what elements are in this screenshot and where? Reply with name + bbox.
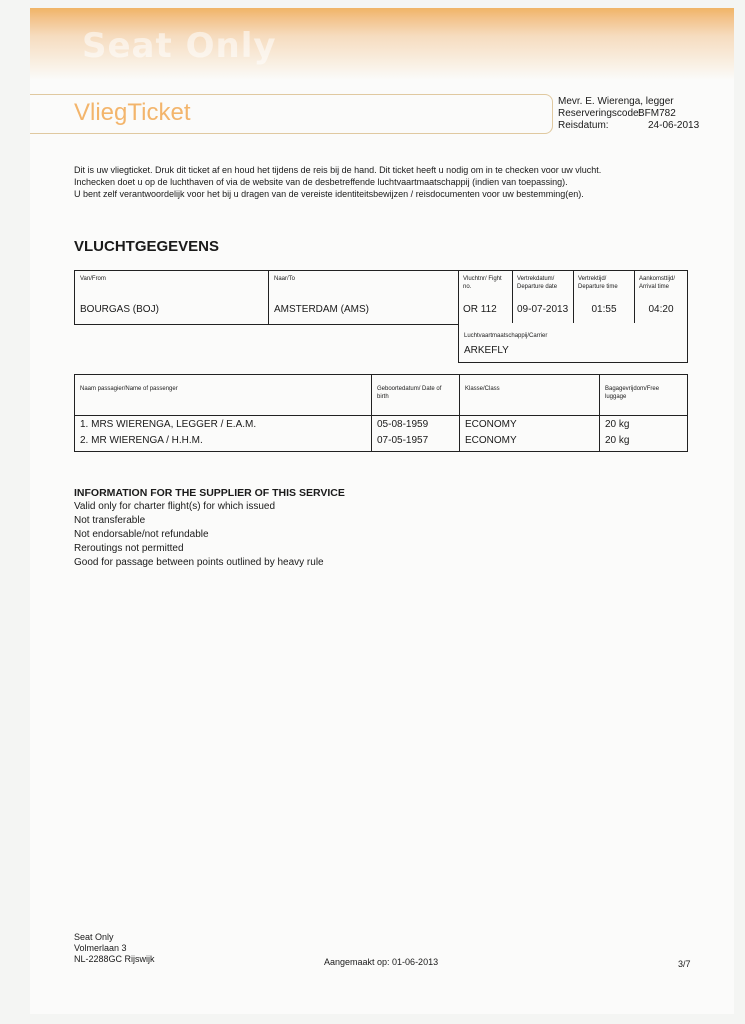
ticket-title: VliegTicket (74, 99, 191, 126)
booking-code-label: Reserveringscode: (558, 108, 642, 119)
passenger-name-2: 2. MR WIERENGA / H.H.M. (80, 435, 203, 446)
dob-label: Geboortedatum/ Date of birth (377, 386, 442, 400)
carrier-value: ARKEFLY (464, 345, 509, 356)
booking-info (558, 96, 699, 132)
name-label: Naam passagier/Name of passenger (80, 386, 178, 392)
class-label: Klasse/Class (465, 386, 500, 392)
intro-line: U bent zelf verantwoordelijk voor het bij u dragen van de vereiste identiteitsbewijzen / reisdocumenten voor uw bestemming(en). (74, 189, 584, 199)
company-name: Seat Only (74, 932, 114, 942)
section-title: VLUCHTGEGEVENS (74, 238, 220, 255)
supplier-line: Reroutings not permitted (74, 543, 184, 554)
company-address (74, 932, 155, 965)
created-date: Aangemaakt op: 01-06-2013 (324, 957, 439, 967)
to-label: Naar/To (274, 276, 296, 282)
to-value: AMSTERDAM (AMS) (274, 304, 369, 315)
passenger-name: Mevr. E. Wierenga, legger (558, 96, 674, 107)
passenger-table (74, 374, 688, 452)
supplier-line: Not endorsable/not refundable (74, 529, 209, 540)
company-city: NL-2288GC Rijswijk (74, 954, 155, 964)
class-2: ECONOMY (465, 435, 517, 446)
supplier-line: Good for passage between points outlined by heavy rule (74, 557, 324, 568)
supplier-line: Valid only for charter flight(s) for which issued (74, 501, 276, 512)
dob-2: 07-05-1957 (377, 435, 429, 446)
from-cell (75, 271, 269, 324)
carrier-box (458, 323, 688, 363)
supplier-heading: INFORMATION FOR THE SUPPLIER OF THIS SERVICE (74, 487, 345, 499)
booking-code: BFM782 (638, 108, 676, 119)
depdate-value: 09-07-2013 (517, 304, 569, 315)
flight-table (74, 270, 688, 325)
ticket-page (30, 8, 734, 1014)
header-banner (30, 8, 734, 80)
travel-date: 24-06-2013 (648, 120, 700, 131)
dob-1: 05-08-1959 (377, 419, 429, 430)
company-street: Volmerlaan 3 (74, 943, 127, 953)
name-col (75, 375, 372, 451)
depdate-label: Vertrekdatum/ Departure date (517, 276, 558, 290)
luggage-col (600, 375, 687, 451)
deptime-cell (574, 271, 635, 324)
travel-date-label: Reisdatum: (558, 120, 609, 131)
from-label: Van/From (80, 276, 106, 282)
from-value: BOURGAS (BOJ) (80, 304, 159, 315)
dob-col (372, 375, 460, 451)
flightno-label: Vluchtnr/ Fight no. (463, 276, 502, 290)
intro-text (74, 164, 694, 200)
flightno-value: OR 112 (463, 304, 497, 315)
ticket-title-box (30, 94, 553, 134)
deptime-value: 01:55 (591, 304, 617, 315)
to-cell (269, 271, 459, 324)
intro-line: Dit is uw vliegticket. Druk dit ticket af en houd het tijdens de reis bij de hand. Dit ticket heeft u nodig om in te checken voor uw vlucht. (74, 165, 602, 175)
arrtime-label: Aankomsttijd/ Arrival time (639, 276, 676, 290)
supplier-line: Not transferable (74, 515, 146, 526)
page-number: 3/7 (678, 959, 691, 969)
carrier-label: Luchtvaartmaatschappij/Carrier (464, 333, 548, 339)
class-col (460, 375, 600, 451)
arrtime-value: 04:20 (648, 304, 674, 315)
deptime-label: Vertrektijd/ Departure time (578, 276, 618, 290)
passenger-name-1: 1. MRS WIERENGA, LEGGER / E.A.M. (80, 419, 257, 430)
intro-line: Inchecken doet u op de luchthaven of via de website van de desbetreffende luchtvaartmaatschappij (indien van toepassing). (74, 177, 568, 187)
luggage-2: 20 kg (605, 435, 630, 446)
depdate-cell (513, 271, 574, 324)
flightno-cell (459, 271, 513, 324)
brand-logo: Seat Only (82, 26, 277, 66)
supplier-info (74, 486, 345, 570)
luggage-1: 20 kg (605, 419, 630, 430)
luggage-label: Bagagevrijdom/Free luggage (605, 386, 660, 400)
arrtime-cell (635, 271, 687, 324)
class-1: ECONOMY (465, 419, 517, 430)
